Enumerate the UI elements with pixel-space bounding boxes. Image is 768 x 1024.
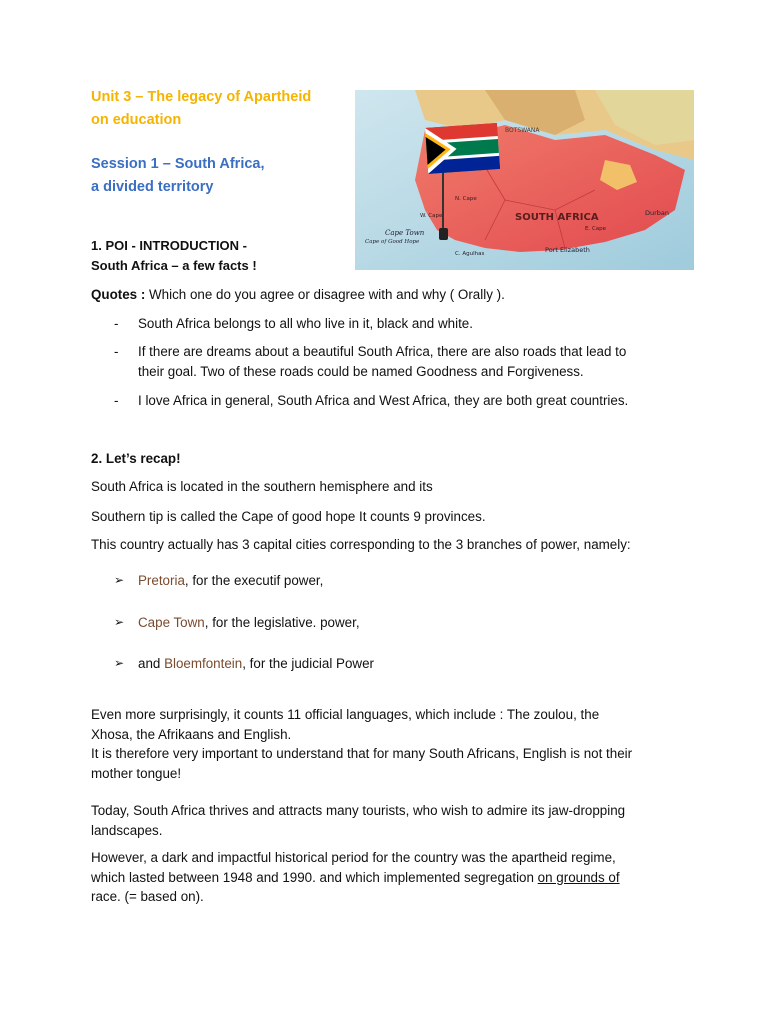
map-label-port-elizabeth: Port Elizabeth: [545, 246, 590, 254]
paragraph-line: race. (= based on).: [91, 889, 204, 904]
unit-title: [91, 86, 311, 132]
quote-text: I love Africa in general, South Africa and West Africa, they are both great countries.: [138, 393, 629, 408]
map-label-agulhas: C. Agulhas: [455, 251, 485, 257]
paragraph-text: which lasted between 1948 and 1990. and which implemented segregation: [91, 869, 538, 885]
map-illustration: [355, 90, 694, 270]
quotes-intro: [91, 285, 505, 305]
paragraph-line: mother tongue!: [91, 765, 182, 781]
paragraph: [91, 848, 620, 907]
south-africa-map-image: [355, 90, 694, 270]
paragraph-line: Today, South Africa thrives and attracts many tourists, who wish to admire its jaw-dropping: [91, 803, 626, 818]
map-label-e-cape: E. Cape: [585, 226, 607, 232]
unit-title-line-2: on education: [91, 112, 182, 128]
map-label-cape-good-hope: Cape of Good Hope: [365, 239, 420, 245]
quote-text: South Africa belongs to all who live in it, black and white.: [138, 316, 473, 331]
map-label-w-cape: W. Cape: [420, 213, 443, 219]
paragraph: Southern tip is called the Cape of good hope It counts 9 provinces.: [91, 509, 486, 524]
arrow-bullet-icon: ➢: [114, 615, 125, 629]
paragraph-line: It is therefore very important to understand that for many South Africans, English is not their: [91, 746, 633, 761]
session-title: [91, 153, 265, 199]
paragraph-line: [91, 868, 620, 888]
section-1-title: 1. POI - INTRODUCTION -: [91, 238, 247, 253]
quote-text: If there are dreams about a beautiful South Africa, there are also roads that lead to: [138, 344, 627, 359]
arrow-bullet-icon: ➢: [114, 573, 125, 587]
paragraph-line: Xhosa, the Afrikaans and English.: [91, 726, 292, 742]
capital-city-name: Pretoria: [138, 573, 185, 588]
session-title-line-1: Session 1 – South Africa,: [91, 156, 265, 172]
section-1-subtitle: South Africa – a few facts !: [91, 257, 257, 273]
paragraph: South Africa is located in the southern hemisphere and its: [91, 479, 433, 494]
capital-description: , for the executif power,: [184, 573, 324, 588]
quote-dash: -: [114, 316, 119, 331]
map-label-country: SOUTH AFRICA: [515, 212, 599, 223]
paragraph-line: However, a dark and impactful historical period for the country was the apartheid regime,: [91, 850, 616, 865]
quote-dash: -: [114, 344, 119, 359]
unit-title-line-1: Unit 3 – The legacy of Apartheid: [91, 89, 312, 105]
capital-city-name: Bloemfontein: [164, 656, 243, 671]
quote-text: their goal. Two of these roads could be named Goodness and Forgiveness.: [138, 364, 584, 379]
session-title-line-2: a divided territory: [91, 179, 214, 195]
map-label-cape-town: Cape Town: [385, 229, 425, 237]
arrow-bullet-icon: ➢: [114, 656, 125, 670]
paragraph: [91, 705, 632, 783]
quotes-label: Quotes :: [91, 287, 146, 302]
paragraph-line: landscapes.: [91, 822, 163, 838]
capital-description: , for the judicial Power: [242, 656, 374, 671]
map-label-botswana: BOTSWANA: [505, 127, 540, 134]
paragraph: This country actually has 3 capital cities corresponding to the 3 branches of power, namely:: [91, 537, 631, 552]
capital-city-name: Cape Town: [138, 615, 205, 630]
section-2-heading: 2. Let’s recap!: [91, 451, 181, 466]
quotes-intro-text: Which one do you agree or disagree with and why ( Orally ).: [145, 287, 505, 302]
paragraph: [91, 801, 625, 840]
map-label-n-cape: N. Cape: [455, 196, 477, 202]
underlined-text: on grounds of: [537, 869, 620, 885]
capital-prefix: and: [138, 656, 165, 671]
paragraph-line: Even more surprisingly, it counts 11 official languages, which include : The zoulou, the: [91, 707, 600, 722]
section-1-heading: [91, 236, 257, 275]
capital-description: , for the legislative. power,: [204, 615, 360, 630]
quote-dash: -: [114, 393, 119, 408]
map-label-durban: Durban: [645, 209, 670, 217]
